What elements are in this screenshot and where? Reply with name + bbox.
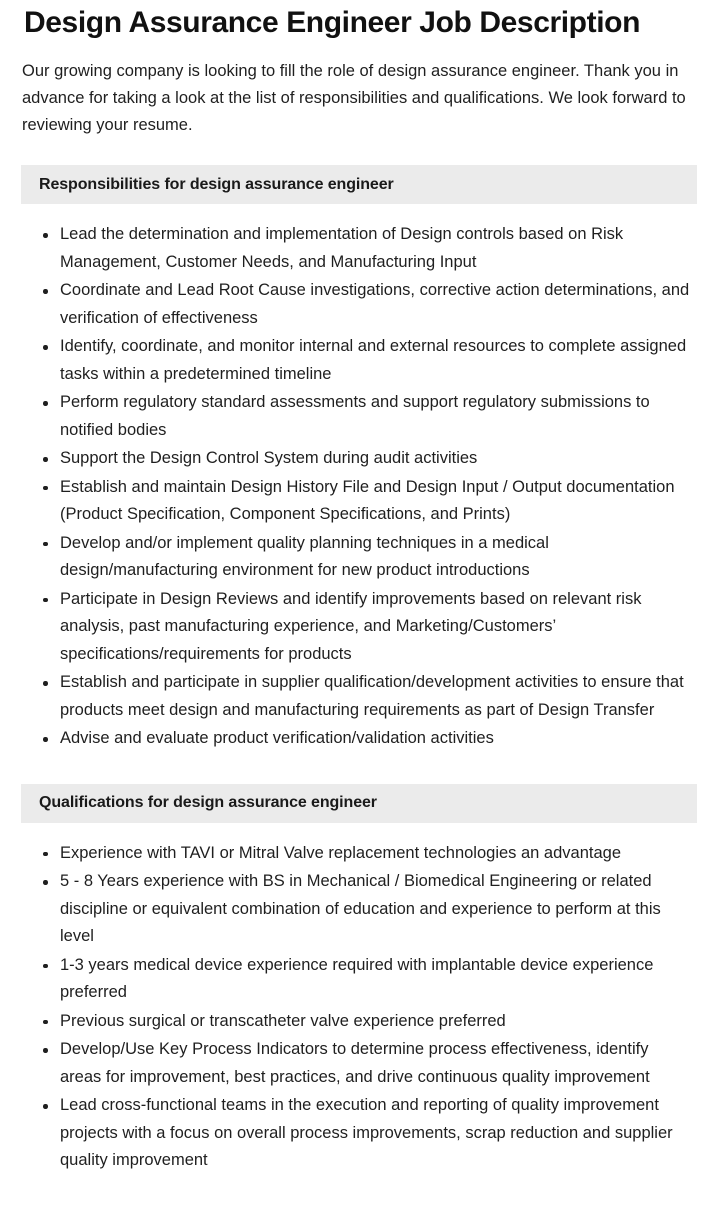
list-item: Previous surgical or transcatheter valve experience preferred	[0, 1008, 696, 1036]
list-item: Support the Design Control System during audit activities	[0, 445, 696, 473]
page-title: Design Assurance Engineer Job Description	[24, 6, 640, 39]
qualifications-list	[0, 823, 720, 1216]
list-item: Coordinate and Lead Root Cause investigations, corrective action determinations, and verification of effectiveness	[0, 277, 696, 332]
list-item: Develop/Use Key Process Indicators to determine process effectiveness, identify areas for improvement, best practices, and drive continuous quality improvement	[0, 1036, 696, 1091]
list-item: Establish and maintain Design History File and Design Input / Output documentation (Product Specification, Component Specifications, and Prints)	[0, 474, 696, 529]
responsibilities-header-band	[21, 165, 697, 204]
list-item: Advise and evaluate product verification/validation activities	[0, 725, 696, 753]
list-item: Perform regulatory standard assessments and support regulatory submissions to notified bodies	[0, 389, 696, 444]
responsibilities-header-title: Responsibilities for design assurance engineer	[39, 175, 394, 193]
list-item: Lead the determination and implementation of Design controls based on Risk Management, Customer Needs, and Manufacturing Input	[0, 221, 696, 276]
section-responsibilities	[0, 165, 720, 753]
list-item: Participate in Design Reviews and identify improvements based on relevant risk analysis, past manufacturing experience, and Marketing/Customers’ specifications/requirements for products	[0, 586, 696, 669]
responsibilities-list	[0, 204, 720, 753]
qualifications-header-band	[21, 784, 697, 823]
list-item: Experience with TAVI or Mitral Valve replacement technologies an advantage	[0, 840, 696, 868]
list-item: Lead cross-functional teams in the execution and reporting of quality improvement projects with a focus on overall process improvements, scrap reduction and supplier quality improvement	[0, 1092, 696, 1175]
list-item: Identify, coordinate, and monitor internal and external resources to complete assigned tasks within a predetermined timeline	[0, 333, 696, 388]
qualifications-header-title: Qualifications for design assurance engineer	[39, 794, 377, 811]
list-item: 5 - 8 Years experience with BS in Mechanical / Biomedical Engineering or related discipline or equivalent combination of education and experience to perform at this level	[0, 868, 696, 951]
intro-paragraph: Our growing company is looking to fill the role of design assurance engineer. Thank you in advance for taking a look at the list of responsibilities and qualifications. We look forward to reviewing your resume.	[22, 62, 686, 134]
list-item: Develop and/or implement quality planning techniques in a medical design/manufacturing environment for new product introductions	[0, 530, 696, 585]
list-item: Establish and participate in supplier qualification/development activities to ensure that products meet design and manufacturing requirements as part of Design Transfer	[0, 669, 696, 724]
list-item: 1-3 years medical device experience required with implantable device experience preferred	[0, 952, 696, 1007]
section-qualifications	[0, 784, 720, 1216]
